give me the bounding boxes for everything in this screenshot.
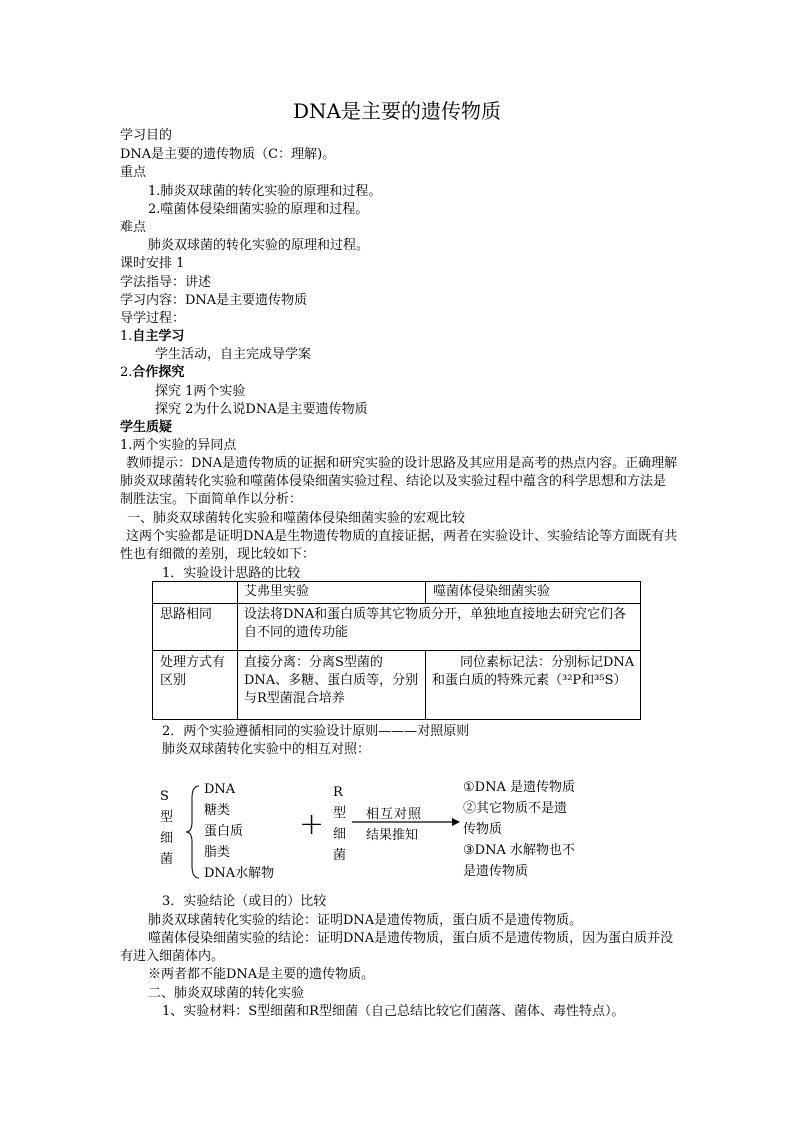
content-text: 学习内容：DNA是主要遗传物质 [120, 293, 308, 308]
row-text-same-idea: 设法将DNA和蛋白质等其它物质分开，单独地直接地去研究它们各自不同的遗传功能 [244, 607, 627, 640]
method-text: 学法指导：讲述 [120, 275, 212, 290]
comparison-intro-paragraph: 这两个实验都是证明DNA是生物遗传物质的直接证据，两者在实验设计、实验结论等方面既有共性也有细微的差别，现比较如下： [120, 529, 678, 562]
heading-difficulties: 难点 [120, 220, 147, 235]
difficulty-text: 肺炎双球菌的转化实验的原理和过程。 [148, 238, 370, 253]
similarities-heading: 1.两个实验的异同点 [120, 438, 237, 453]
cooperation-heading [120, 364, 184, 381]
cooperation-label: 合作探究 [132, 365, 185, 380]
self-study-heading [120, 328, 184, 345]
design-comparison-heading: 1．实验设计思路的比较 [162, 566, 301, 581]
table-header-avery: 艾弗里实验 [244, 584, 310, 599]
mutual-control-heading: 肺炎双球菌转化实验中的相互对照： [162, 742, 371, 757]
component-item: 糖类 [204, 803, 231, 818]
s-bacteria-label: S 型 细 菌 [160, 789, 174, 867]
row-label-method-diff: 处理方式有区别 [160, 655, 226, 688]
result-item: 是遗传物质 [463, 864, 529, 879]
table-header-phage: 噬菌体侵染细菌实验 [433, 584, 551, 599]
materials-line: 1、实验材料：S型细菌和R型细菌（自己总结比较它们菌落、菌体、毒性特点）。 [162, 1004, 625, 1019]
section-one-heading: 一、肺炎双球菌转化实验和噬菌体侵染细菌实验的宏观比较 [127, 511, 466, 526]
note-line: ※两者都不能DNA是主要的遗传物质。 [148, 967, 375, 982]
results-list [463, 777, 575, 882]
key-point-2: 2.噬菌体侵染细菌实验的原理和过程。 [148, 202, 369, 217]
result-item: 传物质 [463, 822, 503, 837]
r-bacteria-label: R 型 细 菌 [333, 785, 347, 863]
conclusion-heading: 3．实验结论（或目的）比较 [162, 894, 327, 909]
heading-objectives: 学习目的 [120, 128, 173, 143]
heading-key-points: 重点 [120, 165, 147, 180]
process-heading: 导学过程： [120, 311, 186, 326]
principle-heading: 2．两个实验遵循相同的实验设计原则———对照原则 [162, 724, 470, 739]
phage-conclusion-paragraph: 噬菌体侵染细菌实验的结论：证明DNA是遗传物质，蛋白质不是遗传物质，因为蛋白质并没有进入细菌体内。 [120, 931, 674, 964]
component-item: DNA [204, 782, 236, 797]
section-two-heading: 二、肺炎双球菌的转化实验 [148, 986, 305, 1001]
arrow-bottom-label: 结果推知 [366, 828, 419, 843]
pneumococcus-conclusion: 肺炎双球菌转化实验的结论：证明DNA是遗传物质，蛋白质不是遗传物质。 [148, 913, 583, 928]
row-text-isotope-labeling: 同位素标记法：分别标记DNA和蛋白质的特殊元素（³²P和³⁵S） [432, 655, 635, 688]
left-brace-icon [185, 784, 205, 880]
schedule-text: 课时安排 1 [120, 256, 185, 271]
explore-1: 探究 1两个实验 [155, 384, 246, 399]
component-item: 脂类 [204, 845, 231, 860]
result-item: ②其它物质不是遗 [463, 801, 568, 816]
plus-sign: + [299, 807, 325, 842]
questions-heading: 学生质疑 [120, 420, 173, 435]
component-item: DNA水解物 [204, 866, 275, 881]
result-item: ①DNA 是遗传物质 [463, 780, 575, 795]
row-text-direct-separation: 直接分离：分离S型菌的DNA、多糖、蛋白质等，分别与R型菌混合培养 [244, 655, 419, 706]
result-item: ③DNA 水解物也不 [463, 843, 575, 858]
s-components-list [204, 779, 274, 884]
cooperation-number: 2. [120, 365, 133, 380]
row-label-same-idea: 思路相同 [160, 607, 213, 622]
comparison-table [152, 581, 641, 720]
self-study-text: 学生活动，自主完成导学案 [155, 347, 312, 362]
teacher-hint-paragraph: 教师提示：DNA是遗传物质的证据和研究实验的设计思路及其应用是高考的热点内容。正确理解肺炎双球菌转化实验和噬菌体侵染细菌实验过程、结论以及实验过程中蕴含的科学思想和方法是制胜法宝。下面简单作以分析： [120, 456, 678, 507]
page-title: DNA是主要的遗传物质 [293, 99, 501, 123]
key-point-1: 1.肺炎双球菌的转化实验的原理和过程。 [148, 184, 382, 199]
component-item: 蛋白质 [204, 824, 244, 839]
self-study-number: 1. [120, 329, 133, 344]
arrow-top-label: 相互对照 [366, 807, 423, 822]
objective-text: DNA是主要的遗传物质（C：理解)。 [120, 147, 336, 162]
explore-2: 探究 2为什么说DNA是主要遗传物质 [155, 402, 368, 417]
self-study-label: 自主学习 [132, 329, 185, 344]
